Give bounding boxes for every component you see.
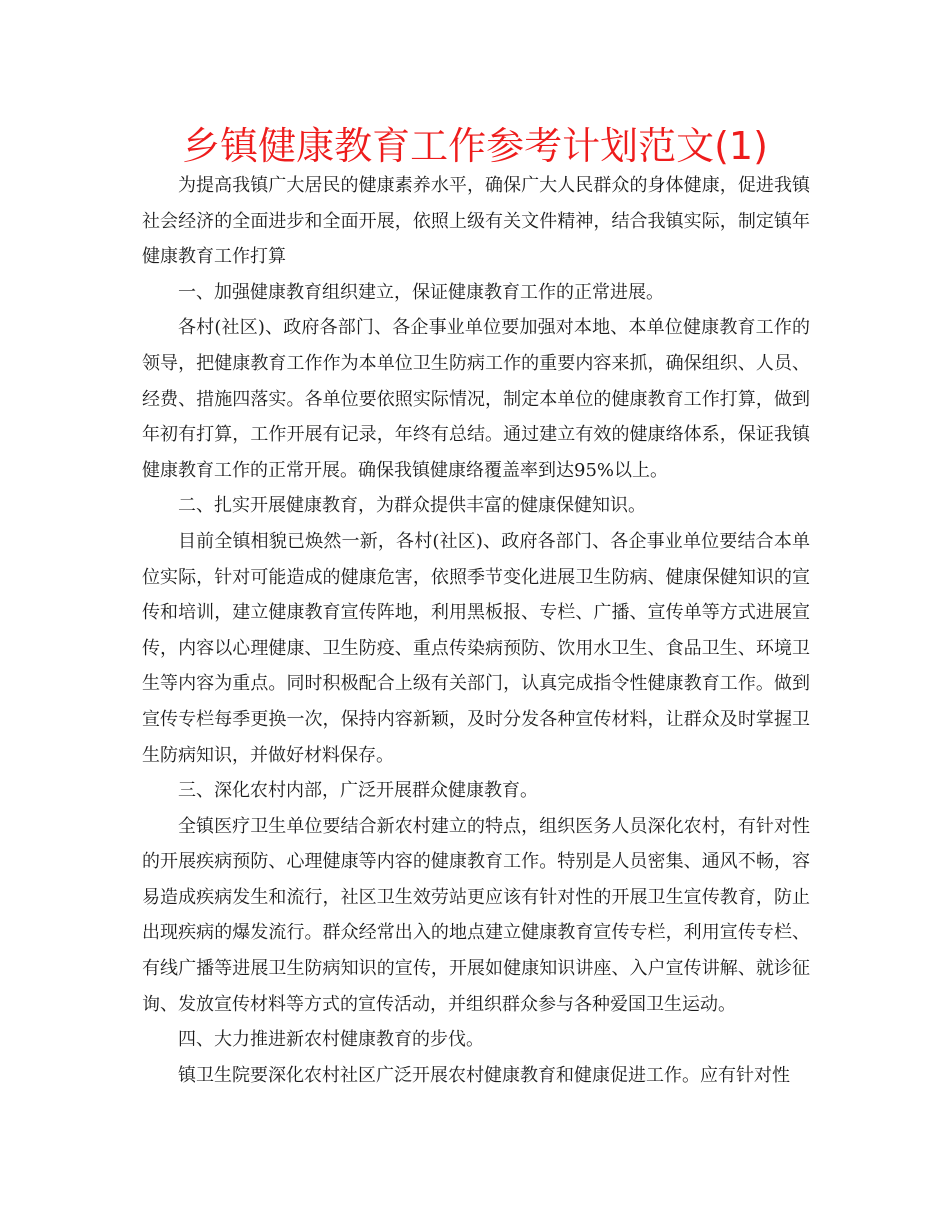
paragraph-section-3: 全镇医疗卫生单位要结合新农村建立的特点，组织医务人员深化农村，有针对性的开展疾病预防、心理健康等内容的健康教育工作。特别是人员密集、通风不畅，容易造成疾病发生和流行，社区卫生效劳站更应该有针对性的开展卫生宣传教育，防止出现疾病的爆发流行。群众经常出入的地点建立健康教育宣传专栏，利用宣传专栏、有线广播等进展卫生防病知识的宣传，开展如健康知识讲座、入户宣传讲解、就诊征询、发放宣传材料等方式的宣传活动，并组织群众参与各种爱国卫生运动。 — [142, 815, 810, 1015]
paragraph-intro: 为提高我镇广大居民的健康素养水平，确保广大人民群众的身体健康，促进我镇社会经济的全面进步和全面开展，依照上级有关文件精神，结合我镇实际，制定镇年健康教育工作打算 — [142, 175, 810, 268]
paragraph-section-2: 目前全镇相貌已焕然一新，各村(社区)、政府各部门、各企事业单位要结合本单位实际，针对可能造成的健康危害，依照季节变化进展卫生防病、健康保健知识的宣传和培训，建立健康教育宣传阵地，利用黑板报、专栏、广播、宣传单等方式进展宣传，内容以心理健康、卫生防疫、重点传染病预防、饮用水卫生、食品卫生、环境卫生等内容为重点。同时积极配合上级有关部门，认真完成指令性健康教育工作。做到宣传专栏每季更换一次，保持内容新颖，及时分发各种宣传材料，让群众及时掌握卫生防病知识，并做好材料保存。 — [142, 530, 810, 766]
section-heading-3: 三、深化农村内部，广泛开展群众健康教育。 — [178, 780, 538, 802]
paragraph-section-1: 各村(社区)、政府各部门、各企事业单位要加强对本地、本单位健康教育工作的领导，把健康教育工作作为本单位卫生防病工作的重要内容来抓，确保组织、人员、经费、措施四落实。各单位要依照实际情况，制定本单位的健康教育工作打算，做到年初有打算，工作开展有记录，年终有总结。通过建立有效的健康络体系，保证我镇健康教育工作的正常开展。确保我镇健康络覆盖率到达95%以上。 — [142, 317, 810, 481]
section-heading-2: 二、扎实开展健康教育，为群众提供丰富的健康保健知识。 — [178, 495, 646, 517]
section-heading-1: 一、加强健康教育组织建立，保证健康教育工作的正常进展。 — [178, 281, 664, 303]
document-title: 乡镇健康教育工作参考计划范文(1) — [182, 124, 768, 168]
section-heading-4: 四、大力推进新农村健康教育的步伐。 — [178, 1029, 484, 1051]
paragraph-section-4: 镇卫生院要深化农村社区广泛开展农村健康教育和健康促进工作。应有针对性 — [178, 1064, 790, 1086]
document-body — [142, 168, 810, 1093]
